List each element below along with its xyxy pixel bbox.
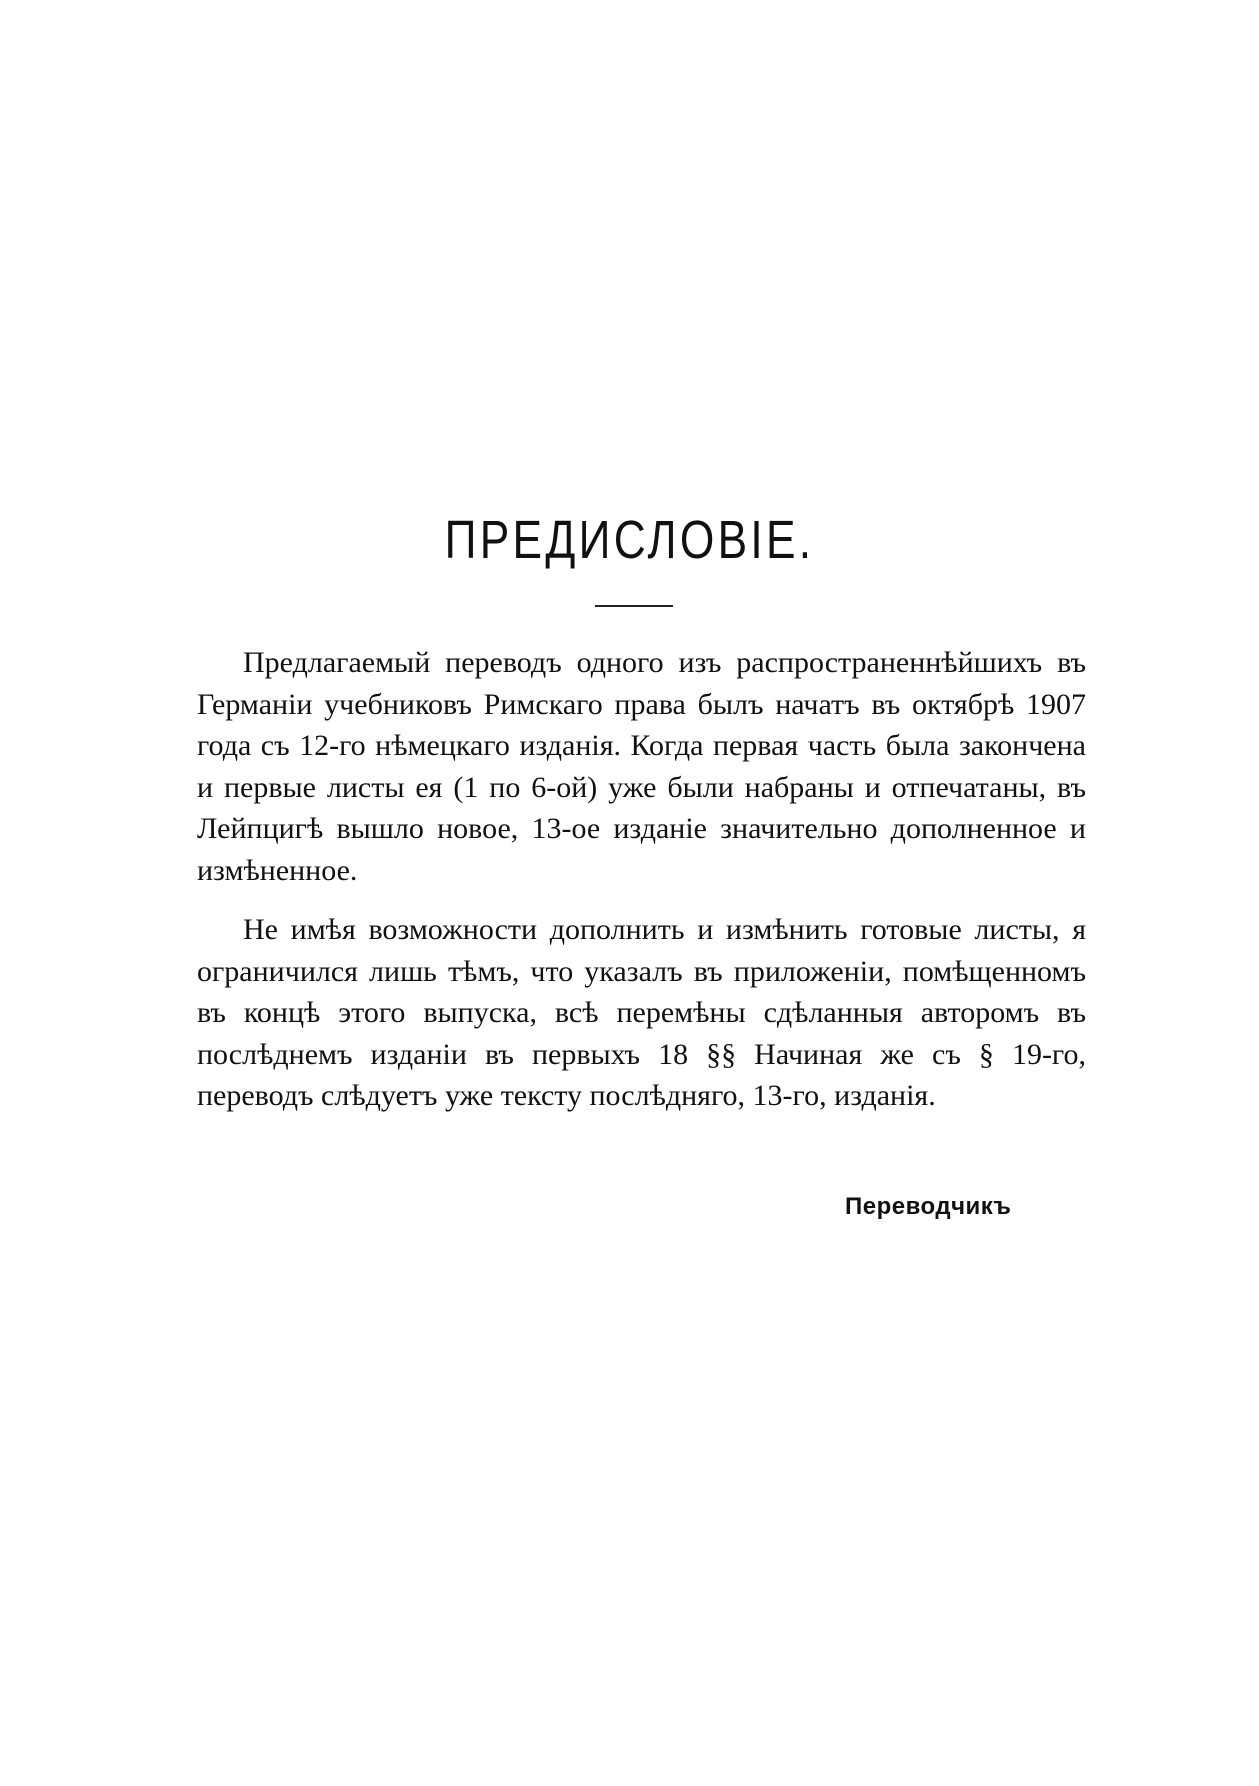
signature: Переводчикъ: [845, 1193, 1012, 1220]
title-divider: [595, 605, 673, 607]
paragraph-1: Предлагаемый переводъ одного изъ распространеннѣйшихъ въ Германіи учебниковъ Римскаго права былъ начатъ въ октябрѣ 1907 года съ 12-го нѣмецкаго изданія. Когда первая часть была закончена и первые листы ея (1 по 6-ой) уже были набраны и отпечатаны, въ Лейпцигѣ вышло новое, 13-ое изданіе значительно дополненное и измѣненное.: [197, 646, 1086, 887]
document-body: [197, 642, 1086, 1117]
paragraph-2: Не имѣя возможности дополнить и измѣнить готовые листы, я ограничился лишь тѣмъ, что указалъ въ приложеніи, помѣщенномъ въ концѣ этого выпуска, всѣ перемѣны сдѣланныя авторомъ въ послѣднемъ изданіи въ первыхъ 18 §§ Начиная же съ § 19-го, переводъ слѣдуетъ уже тексту послѣдняго, 13-го, изданія.: [197, 913, 1086, 1112]
page-title: ПРЕДИСЛОВІЕ.: [444, 510, 815, 570]
